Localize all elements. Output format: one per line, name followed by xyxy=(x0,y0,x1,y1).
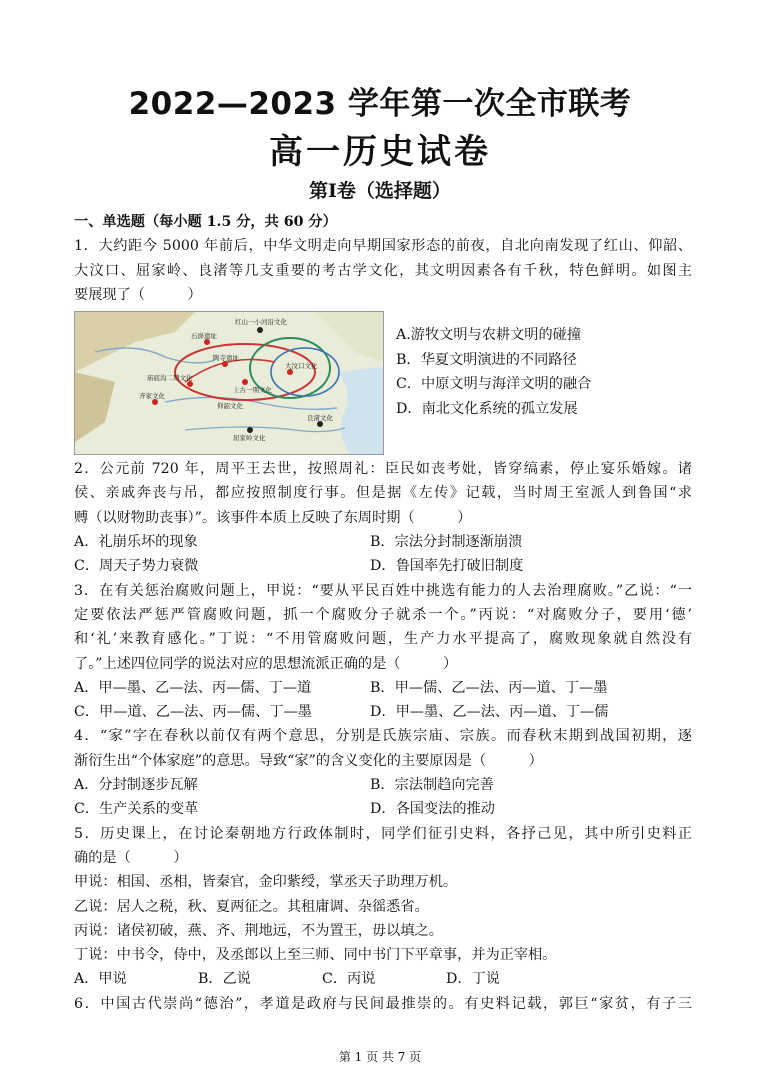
map-label: 石峁遗址 xyxy=(191,332,217,341)
option-c: C．中原文明与海洋文明的融合 xyxy=(396,376,592,393)
option-a: A．分封制逐步瓦解 xyxy=(74,777,198,794)
question-2-line-3: 赙（以财物助丧事）”。该事件本质上反映了东周时期（ ） xyxy=(74,509,472,526)
option-a: A．礼崩乐坏的现象 xyxy=(74,534,198,551)
option-b: B．甲—儒、乙—法、丙—道、丁—墨 xyxy=(370,679,608,696)
question-3-line-1: 3．在有关惩治腐败问题上，甲说：“要从平民百姓中挑选有能力的人去治理腐败。”乙说：“一 xyxy=(74,582,692,599)
option-b: B．华夏文明演进的不同路径 xyxy=(396,351,577,368)
question-3-line-3: 和‘礼’来教育感化。”丁说：“不用管腐败问题，生产力水平提高了，腐败现象就自然没有 xyxy=(74,631,692,648)
question-5-quote-4: 丁说：中书令，侍中，及丞郎以上至三师、同中书门下平章事，并为正宰相。 xyxy=(74,947,557,964)
question-3-line-4: 了。”上述四位同学的说法对应的思想流派正确的是（ ） xyxy=(74,655,458,672)
question-5-line-1: 5．历史课上，在讨论秦朝地方行政体制时，同学们征引史料，各抒己见，其中所引史料正 xyxy=(74,825,692,842)
question-6-line-1: 6．中国古代崇尚“德治”，孝道是政府与民间最推崇的。有史料记载，郭巨“家贫，有子三 xyxy=(74,995,692,1012)
question-4-line-1: 4．“家”字在春秋以前仅有两个意思，分别是氏族宗庙、宗族。而春秋末期到战国初期，逐 xyxy=(74,728,692,745)
option-c: C．甲—道、乙—法、丙—儒、丁—墨 xyxy=(74,704,312,721)
option-b: B．乙说 xyxy=(198,971,251,988)
option-b: B．宗法制趋向完善 xyxy=(370,777,494,794)
option-d: D．各国变法的推动 xyxy=(370,801,495,818)
map-label: 仰韶文化 xyxy=(217,402,243,411)
option-d: D．鲁国率先打破旧制度 xyxy=(370,558,524,575)
option-a: A．甲—墨、乙—法、丙—儒、丁—道 xyxy=(74,679,312,696)
question-1-options xyxy=(396,323,591,421)
question-5-quote-3: 丙说：诸侯初破，燕、齐、荆地远，不为置王，毋以填之。 xyxy=(74,922,443,939)
question-3-line-2: 定要依法严惩严管腐败问题，抓一个腐败分子就杀一个。”丙说：“对腐败分子，要用‘德’ xyxy=(74,606,692,623)
question-1-line-1: 1．大约距今 5000 年前后，中华文明走向早期国家形态的前夜，自北向南发现了红山、仰韶、 xyxy=(74,238,692,255)
question-1-line-2: 大汶口、屈家岭、良渚等几支重要的考古学文化，其文明因素各有千秋，特色鲜明。如图主 xyxy=(74,262,692,279)
question-2-options-row-2 xyxy=(74,554,692,578)
section-title: 第Ⅰ卷（选择题） xyxy=(309,180,451,202)
option-c: C．生产关系的变革 xyxy=(74,801,199,818)
map-label: 屈家岭文化 xyxy=(233,434,266,443)
page-footer: 第 1 页 共 7 页 xyxy=(338,1050,422,1064)
option-b: B．宗法分封制逐渐崩溃 xyxy=(370,534,523,551)
question-1-line-3: 要展现了（ ） xyxy=(74,286,202,303)
map-label: 大汶口文化 xyxy=(285,362,318,371)
map-label: 上古一期文化 xyxy=(233,386,272,395)
map-label: 庙底沟二期文化 xyxy=(147,374,193,383)
question-5-quote-2: 乙说：居人之税，秋、夏两征之。其租庸调、杂徭悉省。 xyxy=(74,898,429,915)
question-2-options-row-1 xyxy=(74,530,692,554)
map-label: 良渚文化 xyxy=(307,414,333,423)
question-4-options-row-2 xyxy=(74,797,692,821)
question-5-line-2: 确的是（ ） xyxy=(74,849,188,866)
map-label: 陶寺遗址 xyxy=(213,354,239,363)
option-c: C．丙说 xyxy=(322,971,376,988)
question-1-figure xyxy=(74,311,692,453)
map-label: 红山一小河沿文化 xyxy=(235,318,287,327)
question-4-line-2: 渐衍生出“个体家庭”的意思。导致“家”的含义变化的主要原因是（ ） xyxy=(74,752,543,769)
map-label: 齐家文化 xyxy=(139,392,165,401)
question-4-options-row-1 xyxy=(74,773,692,797)
option-d: D．丁说 xyxy=(446,971,500,988)
question-2-line-2: 侯、亲戚奔丧与吊，都应按照制度行事。但是据《左传》记载，当时周王室派人到鲁国“求 xyxy=(74,485,692,502)
question-5-quote-1: 甲说：相国、丞相，皆秦官，金印紫绶，掌丞天子助理万机。 xyxy=(74,874,458,891)
neolithic-culture-map xyxy=(74,311,384,455)
exam-subtitle: 高一历史试卷 xyxy=(269,132,491,172)
option-d: D．甲—墨、乙—法、丙—道、丁—儒 xyxy=(370,704,609,721)
question-5-options xyxy=(74,967,692,991)
option-a: A.游牧文明与农耕文明的碰撞 xyxy=(396,327,582,344)
option-c: C．周天子势力衰微 xyxy=(74,558,199,575)
exam-title: 2022—2023 学年第一次全市联考 xyxy=(128,86,632,122)
part-heading: 一、单选题（每小题 1.5 分，共 60 分） xyxy=(74,214,337,230)
question-3-options-row-1 xyxy=(74,676,692,700)
question-2-line-1: 2．公元前 720 年，周平王去世，按照周礼：臣民如丧考妣，皆穿缟素，停止宴乐婚嫁。诸 xyxy=(74,461,692,478)
option-a: A．甲说 xyxy=(74,971,127,988)
exam-content xyxy=(74,210,692,1016)
option-d: D．南北文化系统的孤立发展 xyxy=(396,400,578,417)
question-3-options-row-2 xyxy=(74,700,692,724)
